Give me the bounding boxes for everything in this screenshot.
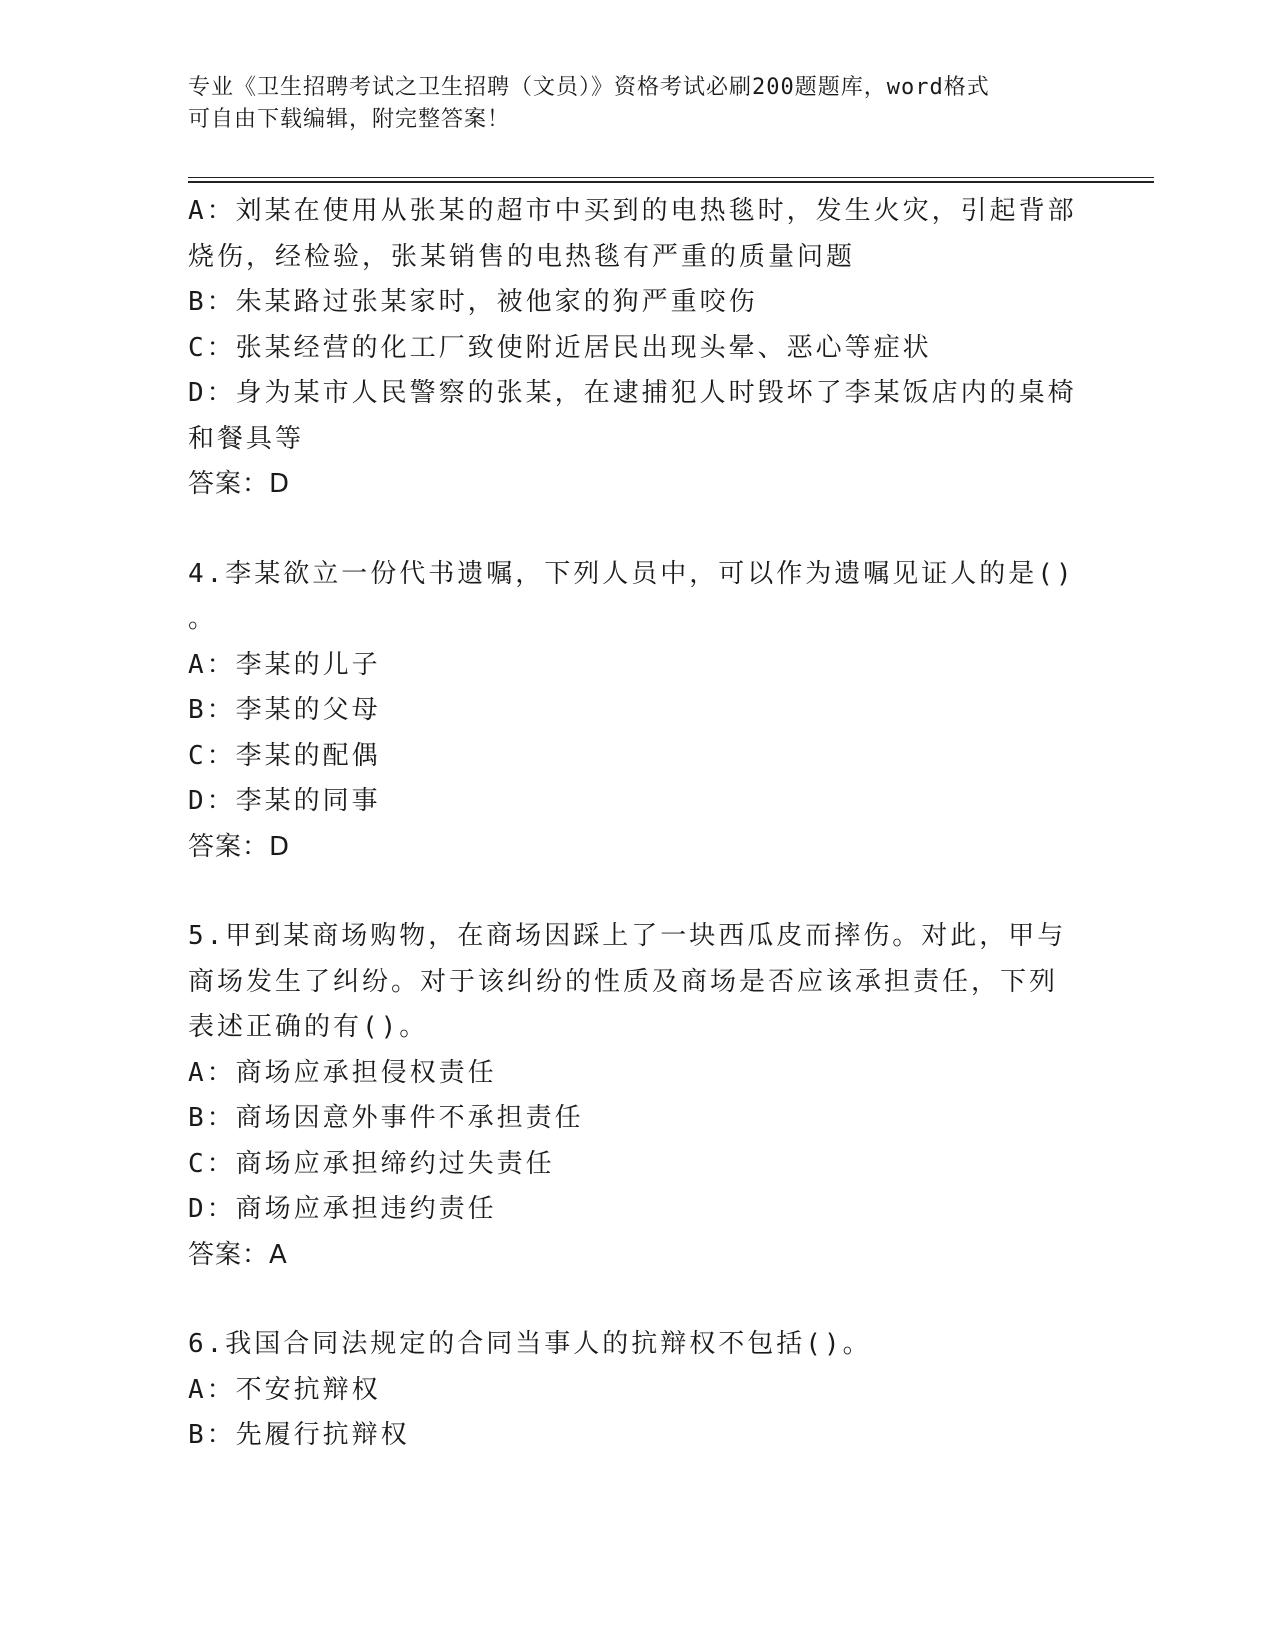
header-divider-thin	[188, 177, 1154, 178]
q5-option-a: A：商场应承担侵权责任	[188, 1057, 497, 1088]
header-divider-thick	[188, 181, 1154, 183]
question-list	[188, 189, 1088, 1459]
question-3-block	[188, 189, 1088, 508]
q5-option-b: B：商场因意外事件不承担责任	[188, 1103, 584, 1133]
q3-option-d-line-2: 和餐具等	[188, 423, 305, 454]
q4-answer: 答案：D	[188, 831, 291, 862]
q5-option-c: C：商场应承担缔约过失责任	[188, 1148, 555, 1179]
q6-stem-line-1: 6.我国合同法规定的合同当事人的抗辩权不包括()。	[188, 1329, 872, 1359]
q3-answer: 答案：D	[188, 469, 291, 499]
q4-stem-line-1: 4.李某欲立一份代书遗嘱，下列人员中，可以作为遗嘱见证人的是()	[188, 558, 1075, 589]
q3-option-a-line-1: A：刘某在使用从张某的超市中买到的电热毯时，发生火灾，引起背部	[188, 196, 1077, 226]
q5-option-d: D：商场应承担违约责任	[188, 1194, 497, 1224]
document-header	[188, 72, 1088, 136]
q4-option-a: A：李某的儿子	[188, 649, 381, 680]
q4-option-b: B：李某的父母	[188, 695, 381, 725]
header-title-line-2: 可自由下载编辑，附完整答案！	[188, 107, 511, 132]
q6-option-b: B：先履行抗辩权	[188, 1420, 410, 1450]
q3-option-d-line-1: D：身为某市人民警察的张某，在逮捕犯人时毁坏了李某饭店内的桌椅	[188, 378, 1077, 408]
q3-option-a-line-2: 烧伤，经检验，张某销售的电热毯有严重的质量问题	[188, 241, 856, 272]
q5-stem-line-3: 表述正确的有()。	[188, 1012, 429, 1042]
q4-option-d: D：李某的同事	[188, 786, 381, 816]
q5-answer: 答案：A	[188, 1239, 288, 1270]
q5-stem-line-1: 5.甲到某商场购物，在商场因踩上了一块西瓜皮而摔伤。对此，甲与	[188, 921, 1067, 951]
question-spacer	[188, 508, 1088, 552]
question-5-block	[188, 914, 1088, 1278]
header-title-line-1: 专业《卫生招聘考试之卫生招聘（文员）》资格考试必刷200题题库，word格式	[188, 75, 990, 100]
question-4-block	[188, 552, 1088, 871]
question-spacer	[188, 870, 1088, 914]
q4-stem-line-2: 。	[188, 604, 218, 634]
q5-stem-line-2: 商场发生了纠纷。对于该纠纷的性质及商场是否应该承担责任，下列	[188, 966, 1059, 997]
q3-option-b: B：朱某路过张某家时，被他家的狗严重咬伤	[188, 287, 758, 317]
q3-option-c: C：张某经营的化工厂致使附近居民出现头晕、恶心等症状	[188, 332, 932, 363]
q4-option-c: C：李某的配偶	[188, 740, 381, 771]
question-6-block	[188, 1322, 1088, 1459]
question-spacer	[188, 1278, 1088, 1322]
q6-option-a: A：不安抗辩权	[188, 1374, 381, 1405]
